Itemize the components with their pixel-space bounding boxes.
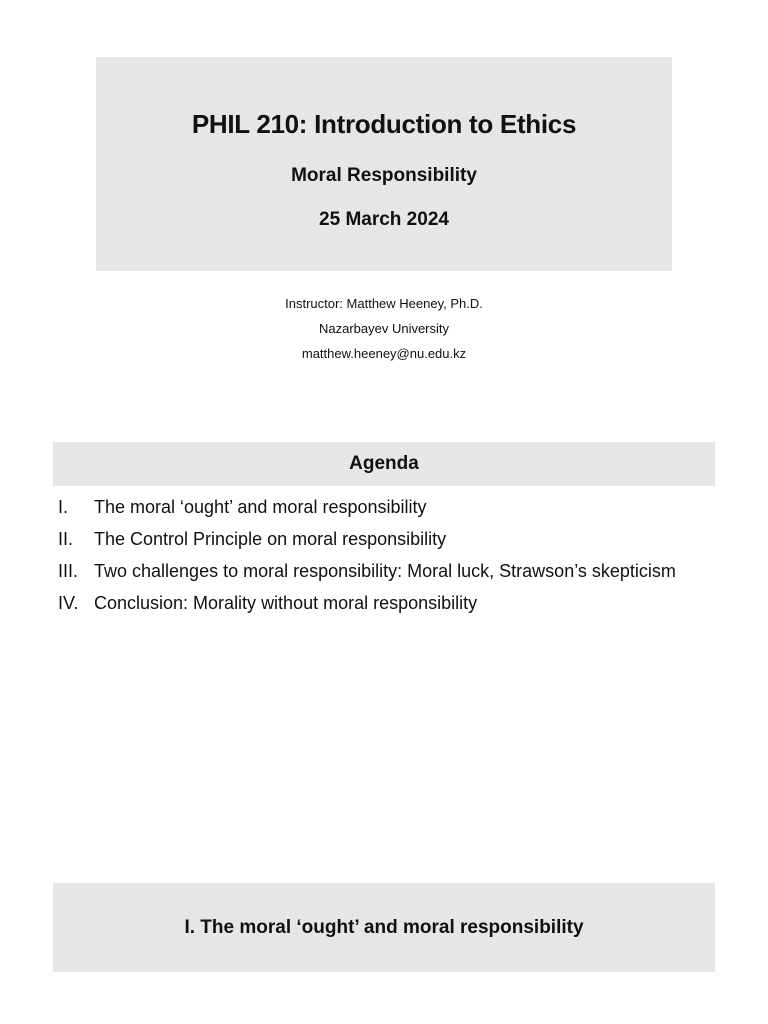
instructor-email: matthew.heeney@nu.edu.kz <box>301 346 467 361</box>
lecture-subtitle: Moral Responsibility <box>291 165 477 186</box>
agenda-item-number: III. <box>58 561 79 581</box>
agenda-item-text: Two challenges to moral responsibility: Moral luck, Strawson’s skepticism <box>94 561 676 581</box>
agenda-item-text: The Control Principle on moral responsibility <box>94 529 447 549</box>
agenda-item-text: The moral ‘ought’ and moral responsibility <box>94 497 427 517</box>
instructor-name: Instructor: Matthew Heeney, Ph.D. <box>285 296 483 311</box>
agenda-item <box>58 591 698 615</box>
section-heading: I. The moral ‘ought’ and moral responsibility <box>53 883 715 972</box>
lecture-date: 25 March 2024 <box>319 209 449 230</box>
title-block <box>96 57 672 271</box>
course-title: PHIL 210: Introduction to Ethics <box>191 109 577 139</box>
agenda-heading: Agenda <box>53 442 715 486</box>
agenda-item-number: I. <box>58 497 69 517</box>
agenda-item <box>58 495 698 519</box>
agenda-item <box>58 527 698 551</box>
agenda-list <box>58 495 698 623</box>
agenda-item <box>58 559 698 583</box>
agenda-item-number: II. <box>58 529 74 549</box>
agenda-item-number: IV. <box>58 593 79 613</box>
agenda-item-text: Conclusion: Morality without moral responsibility <box>94 593 478 613</box>
instructor-info <box>0 291 768 366</box>
instructor-institution: Nazarbayev University <box>318 321 450 336</box>
